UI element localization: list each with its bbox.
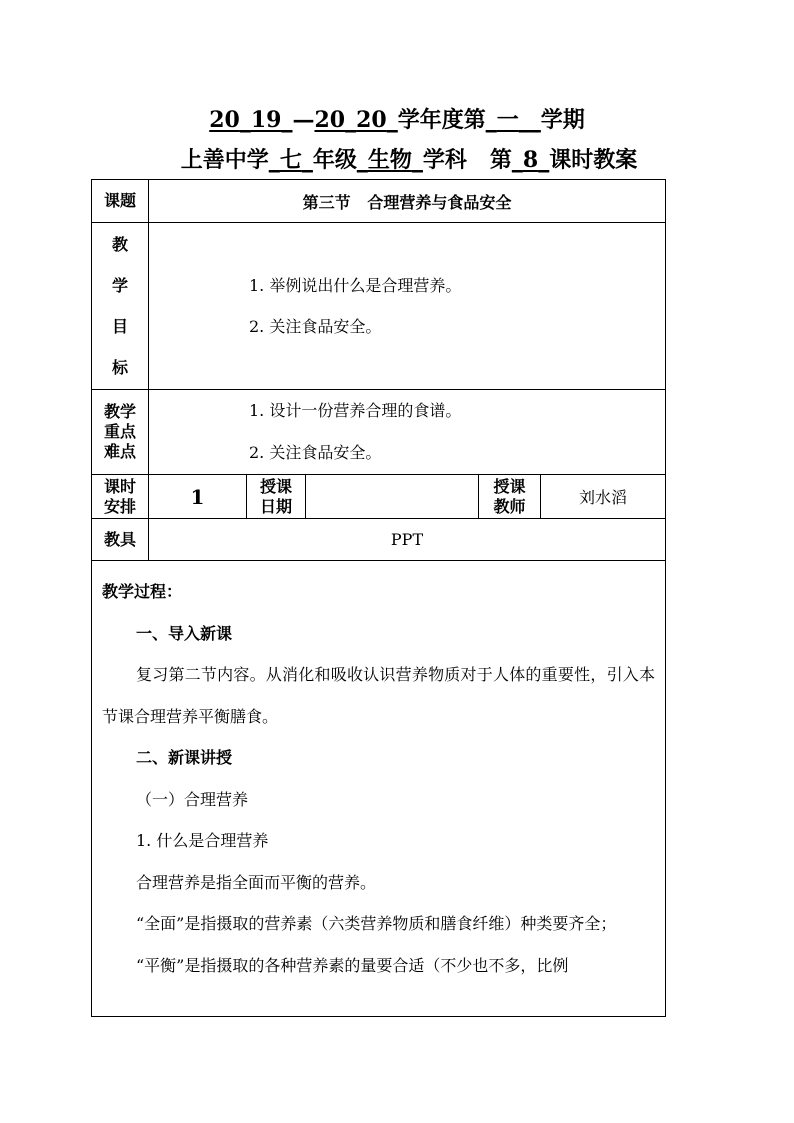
date-value [306, 475, 479, 519]
keypoints-list [149, 390, 666, 475]
keypoint-item: 2. 关注食品安全。 [249, 443, 382, 462]
lesson-plan-table [91, 179, 666, 1017]
hours-value: 1 [149, 475, 247, 519]
section-intro-text: 复习第二节内容。从消化和吸收认识营养物质对于人体的重要性，引入本节课合理营养平衡膳食。 [102, 665, 656, 726]
goal-item: 1. 举例说出什么是合理营养。 [249, 276, 462, 295]
topic-value: 第三节 合理营养与食品安全 [149, 180, 666, 223]
item-heading: 1. 什么是合理营养 [136, 831, 269, 850]
date-label: 授课 日期 [247, 475, 306, 519]
teacher-value: 刘水滔 [541, 475, 666, 519]
section-new-heading: 二、新课讲授 [136, 748, 233, 767]
section-intro-heading: 一、导入新课 [136, 623, 233, 643]
goal-item: 2. 关注食品安全。 [249, 317, 382, 336]
title-term: 20_19_—20_20_学年度第_一__学期 [209, 107, 585, 133]
process-heading: 教学过程： [102, 582, 183, 601]
hours-label: 课时 安排 [92, 475, 149, 519]
keypoints-label: 教学 重点 难点 [92, 390, 149, 475]
goals-label: 教 学 目 标 [92, 223, 149, 390]
goals-list [149, 223, 666, 390]
tools-value: PPT [149, 519, 666, 561]
tools-label: 教具 [92, 519, 149, 561]
title-course: 上善中学_七_年级_生物_学科 第_8_课时教案 [180, 147, 638, 173]
topic-label: 课题 [92, 180, 149, 223]
subsection-heading: （一）合理营养 [136, 789, 249, 809]
definition-text: 合理营养是指全面而平衡的营养。 [136, 872, 377, 892]
teaching-process [92, 561, 666, 1017]
quanmian-text: “全面”是指摄取的营养素（六类营养物质和膳食纤维）种类要齐全； [136, 914, 617, 933]
keypoint-item: 1. 设计一份营养合理的食谱。 [249, 401, 462, 420]
pingheng-text: “平衡”是指摄取的各种营养素的量要合适（不少也不多，比例 [136, 955, 569, 975]
teacher-label: 授课 教师 [479, 475, 541, 519]
